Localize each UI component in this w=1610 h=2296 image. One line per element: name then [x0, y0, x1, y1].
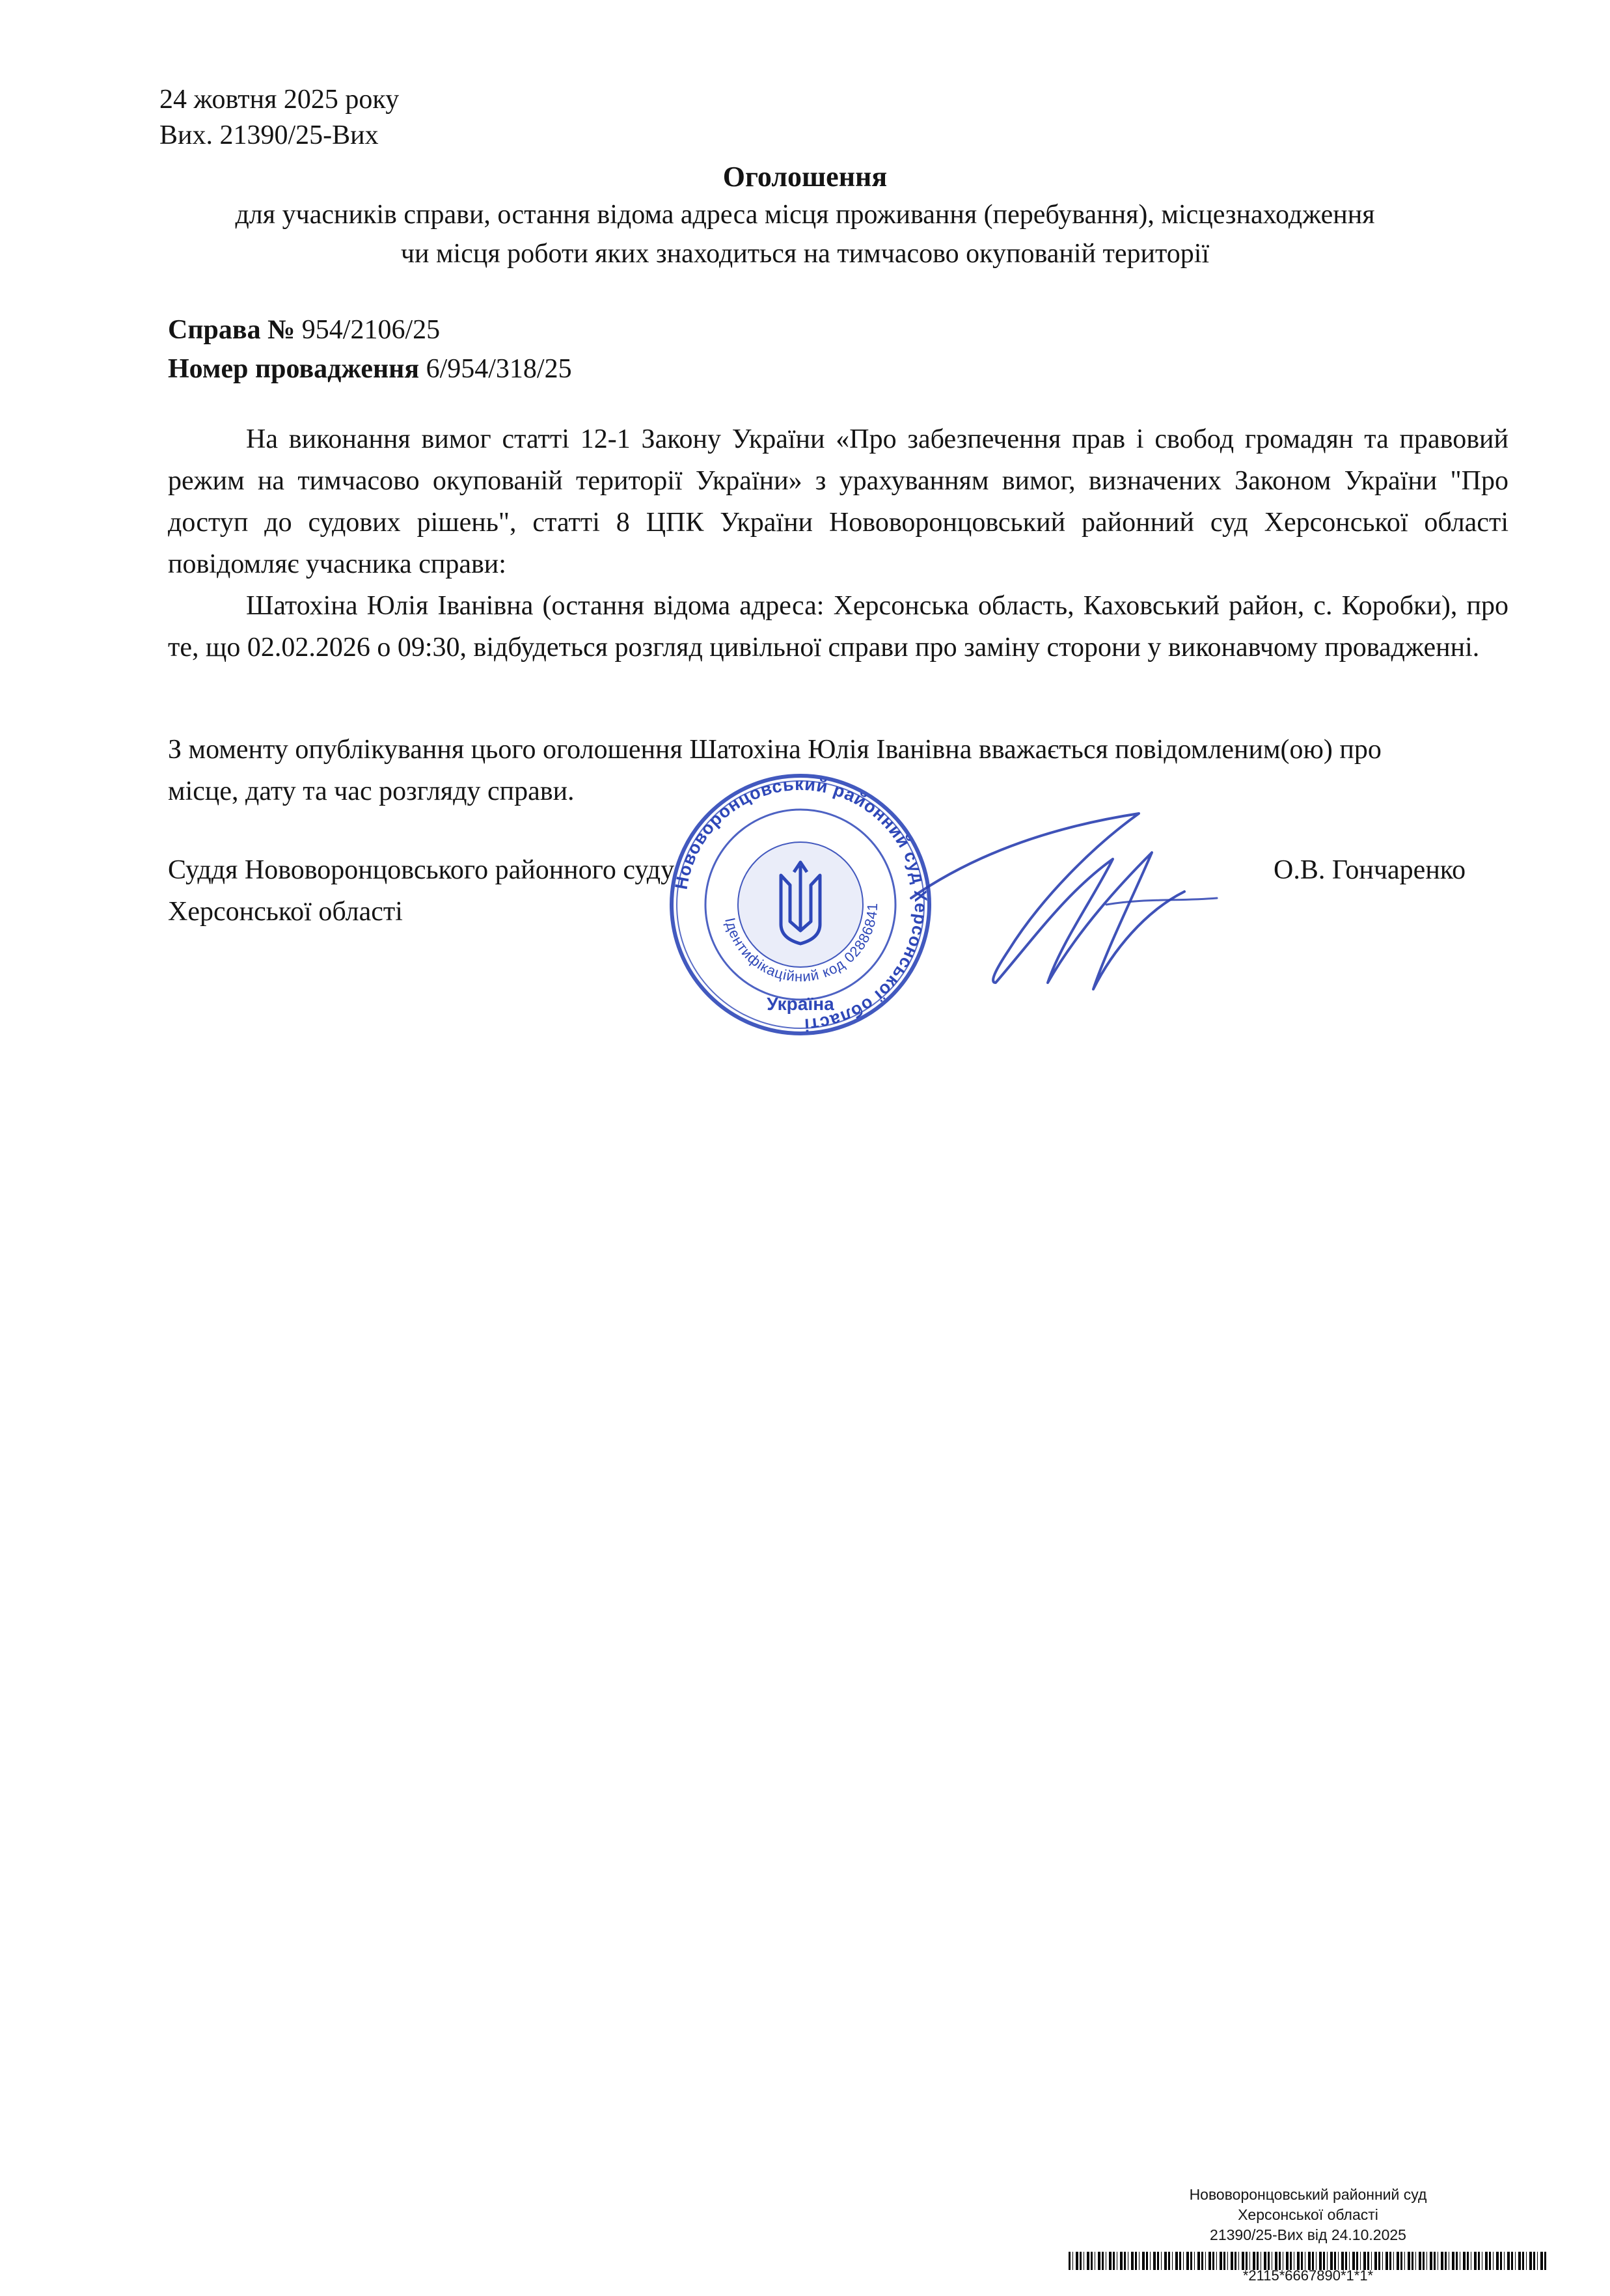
proceeding-label: Номер провадження [168, 354, 420, 384]
stamp-outer-text: Нововоронцовський районний суд Херсонської області [671, 774, 931, 1035]
judge-name: О.В. Гончаренко [1274, 855, 1466, 885]
judge-signature [898, 787, 1236, 1035]
footer-registration [1067, 2185, 1549, 2245]
case-number: 954/2106/25 [301, 315, 441, 345]
footer-reg-number: 21390/25-Вих від 24.10.2025 [1210, 2226, 1406, 2243]
body-paragraph-2: Шатохіна Юлія Іванівна (остання відома адреса: Херсонська область, Каховський район, с. Коробки), про те, що 02.02.2026 о 09:30, відбудеться розгляд цивільної справи про заміну сторони у виконавчому провадженні. [168, 591, 1508, 663]
body-paragraph-1: На виконання вимог статті 12-1 Закону України «Про забезпечення прав і свобод громадян та правовий режим на тимчасово окупованій території України» з урахуванням вимог, визначених Законом України "Про доступ до судових рішень", статті 8 ЦПК України Нововоронцовський районний суд Херсонської області повідомляє учасника справи: [168, 424, 1508, 579]
notice-paragraph: З моменту опублікування цього оголошення Шатохіна Юлія Іванівна вважається повідомленим(ою) про місце, дату та час розгляду справи. [168, 735, 1382, 806]
judge-position [168, 849, 674, 933]
footer-region: Херсонської області [1238, 2206, 1378, 2223]
letter-date: 24 жовтня 2025 року [159, 85, 400, 115]
announcement-title: Оголошення [722, 161, 888, 193]
case-number-line [168, 312, 440, 348]
judge-position-line1: Суддя Нововоронцовського районного суду [168, 855, 675, 885]
judge-position-line2: Херсонської області [168, 897, 403, 927]
proceeding-number-line [168, 351, 572, 387]
stamp-inner-text: Ідентифікаційний код 02886841 [722, 902, 881, 985]
outgoing-number: Вих. 21390/25-Вих [159, 120, 379, 150]
announcement-subtitle-line1: для учасників справи, остання відома адреса місця проживання (перебування), місцезнаходження [235, 200, 1375, 230]
footer-court-name: Нововоронцовський районний суд [1189, 2186, 1427, 2203]
announcement-subtitle-line2: чи місця роботи яких знаходиться на тимчасово окупованій території [400, 239, 1210, 269]
barcode-number: *2115*6667890*1*1* [1242, 2267, 1374, 2284]
proceeding-number: 6/954/318/25 [426, 354, 572, 384]
court-stamp [664, 768, 937, 1041]
stamp-bottom-text: Україна [767, 994, 834, 1014]
body-text [168, 418, 1508, 668]
case-label: Справа № [168, 315, 295, 345]
